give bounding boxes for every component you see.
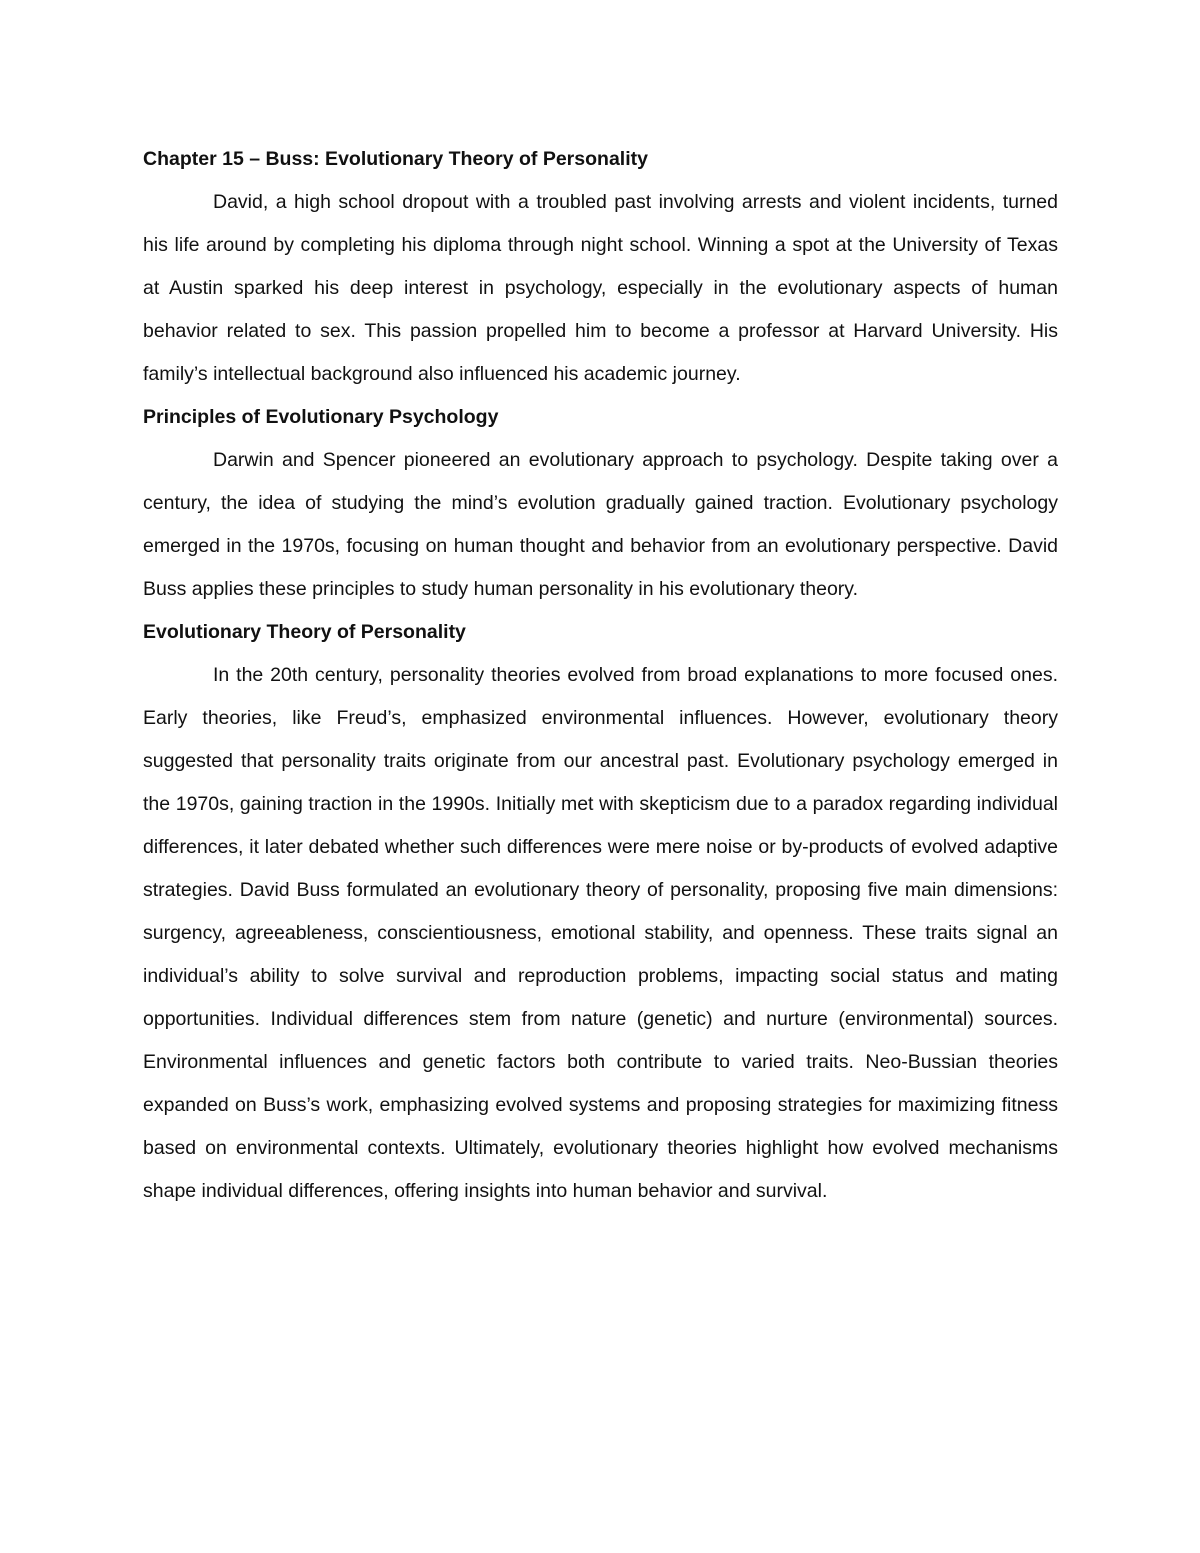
- section-paragraph-principles: Darwin and Spencer pioneered an evolutionary approach to psychology. Despite taking over a century, the idea of studying the mind’s evolution gradually gained traction. Evolutionary psychology emerged in the 1970s, focusing on human thought and behavior from an evolutionary perspective. David Buss applies these principles to study human personality in his evolutionary theory.: [143, 449, 1058, 600]
- section-heading-principles: Principles of Evolutionary Psychology: [143, 406, 499, 428]
- document-page: [143, 138, 1058, 1213]
- section-heading-evolutionary-theory: Evolutionary Theory of Personality: [143, 621, 466, 643]
- intro-paragraph: David, a high school dropout with a troubled past involving arrests and violent incidents, turned his life around by completing his diploma through night school. Winning a spot at the University of Texas at Austin sparked his deep interest in psychology, especially in the evolutionary aspects of human behavior related to sex. This passion propelled him to become a professor at Harvard University. His family’s intellectual background also influenced his academic journey.: [143, 191, 1058, 385]
- section-paragraph-evolutionary-theory: In the 20th century, personality theories evolved from broad explanations to more focused ones. Early theories, like Freud’s, emphasized environmental influences. However, evolutionary theory suggested that personality traits originate from our ancestral past. Evolutionary psychology emerged in the 1970s, gaining traction in the 1990s. Initially met with skepticism due to a paradox regarding individual differences, it later debated whether such differences were mere noise or by-products of evolved adaptive strategies. David Buss formulated an evolutionary theory of personality, proposing five main dimensions: surgency, agreeableness, conscientiousness, emotional stability, and openness. These traits signal an individual’s ability to solve survival and reproduction problems, impacting social status and mating opportunities. Individual differences stem from nature (genetic) and nurture (environmental) sources. Environmental influences and genetic factors both contribute to varied traits. Neo-Bussian theories expanded on Buss’s work, emphasizing evolved systems and proposing strategies for maximizing fitness based on environmental contexts. Ultimately, evolutionary theories highlight how evolved mechanisms shape individual differences, offering insights into human behavior and survival.: [143, 664, 1058, 1202]
- chapter-title: Chapter 15 – Buss: Evolutionary Theory of Personality: [143, 148, 648, 170]
